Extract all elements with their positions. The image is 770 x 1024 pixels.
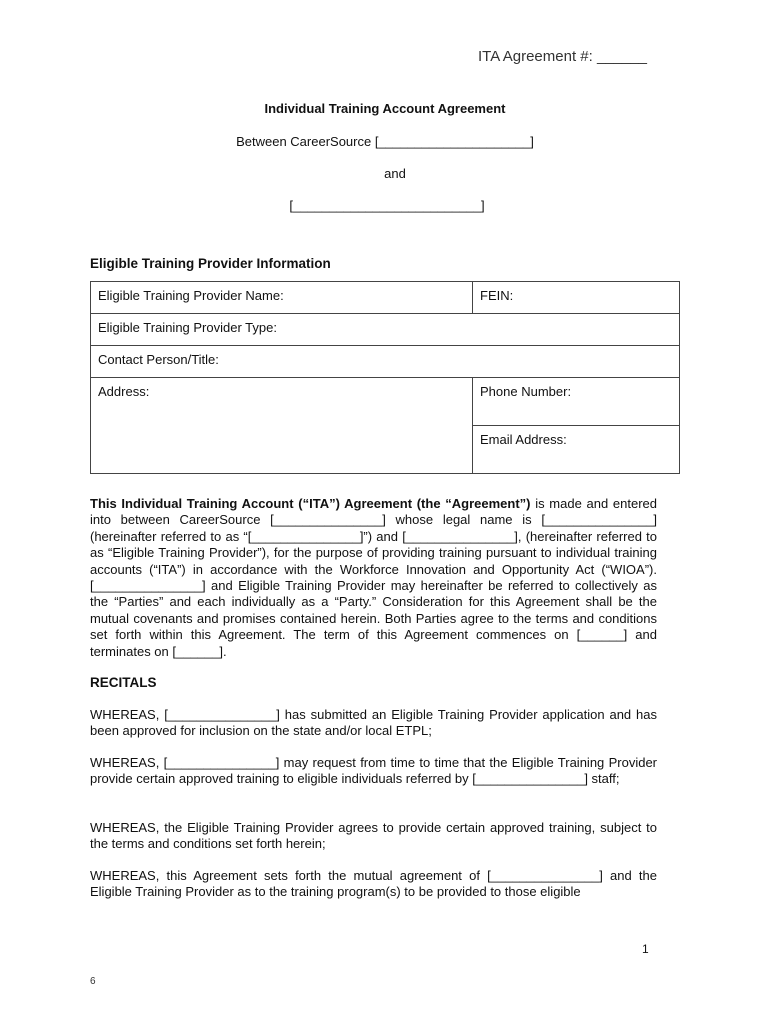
provider-section-title: Eligible Training Provider Information	[90, 256, 331, 271]
between-line: Between CareerSource [_____________________]	[236, 134, 534, 149]
contact-person-label: Contact Person/Title:	[98, 352, 219, 367]
recital-item: WHEREAS, [_______________] may request from time to time that the Eligible Training Provider provide certain approved training to eligible individuals referred by [_______________] staff;	[90, 755, 657, 787]
recital-item: WHEREAS, this Agreement sets forth the mutual agreement of [_______________] and the Eligible Training Provider as to the training program(s) to be provided to those eligible	[90, 868, 657, 900]
provider-info-table	[90, 281, 680, 474]
contact-person-cell[interactable]	[91, 346, 680, 378]
party-blank-line: [__________________________]	[289, 198, 485, 213]
provider-name-cell[interactable]	[91, 282, 473, 314]
phone-cell[interactable]	[473, 378, 680, 426]
page-number: 1	[642, 942, 649, 956]
fein-label: FEIN:	[480, 288, 514, 303]
provider-type-cell[interactable]	[91, 314, 680, 346]
intro-body: is made and entered into between CareerSource [_______________] whose legal name is [_______________] (hereinafter referred to as “[_______________]”) and [_______________], (hereinafter referred to as “Eligible Training Provider”), for the purpose of providing training pursuant to individual training accounts (“ITA”) in accordance with the Workforce Innovation and Opportunity Act (“WIOA”). [_______________] and Eligible Training Provider may hereinafter be referred to collectively as the “Parties” and each individually as a “Party.” Consideration for this Agreement shall be the mutual covenants and promises contained herein. Both Parties agree to the terms and conditions set forth within this Agreement. The term of this Agreement commences on [______] and terminates on [______].	[90, 496, 657, 659]
provider-type-label: Eligible Training Provider Type:	[98, 320, 277, 335]
address-cell[interactable]	[91, 378, 473, 474]
agreement-number: ITA Agreement #: ______	[478, 48, 648, 65]
and-line: and	[384, 166, 406, 181]
recitals-title: RECITALS	[90, 675, 157, 690]
intro-paragraph	[90, 496, 657, 660]
phone-label: Phone Number:	[480, 384, 572, 399]
email-cell[interactable]	[473, 426, 680, 474]
recital-item: WHEREAS, [_______________] has submitted an Eligible Training Provider application and has been approved for inclusion on the state and/or local ETPL;	[90, 707, 657, 739]
recital-item: WHEREAS, the Eligible Training Provider agrees to provide certain approved training, subject to the terms and conditions set forth herein;	[90, 820, 657, 852]
email-label: Email Address:	[480, 432, 567, 447]
address-label: Address:	[98, 384, 150, 399]
provider-name-label: Eligible Training Provider Name:	[98, 288, 284, 303]
fein-cell[interactable]	[473, 282, 680, 314]
document-title: Individual Training Account Agreement	[264, 101, 506, 116]
footer-number: 6	[90, 976, 96, 987]
intro-bold-lead: This Individual Training Account (“ITA”) Agreement (the “Agreement”)	[90, 496, 531, 511]
